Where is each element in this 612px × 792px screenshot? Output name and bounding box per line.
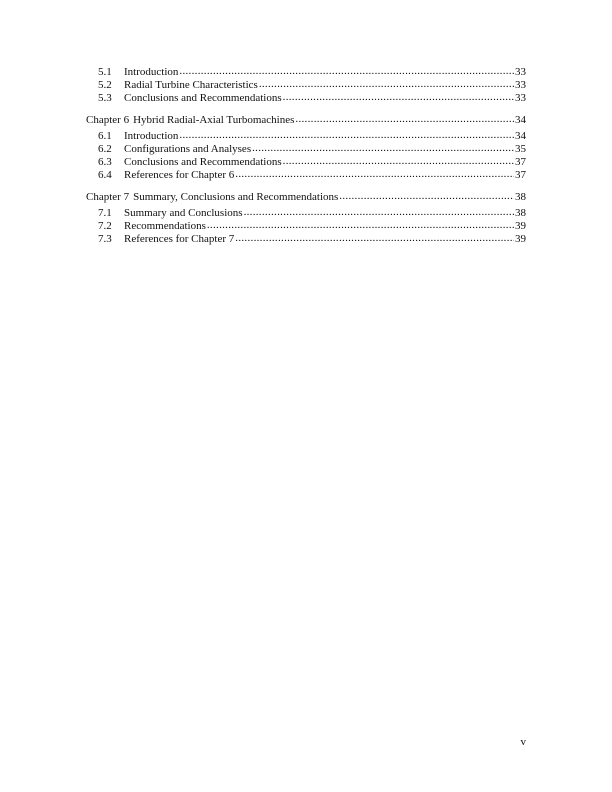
toc-entry-title: References for Chapter 6: [124, 169, 235, 181]
dot-leader: [179, 129, 514, 142]
toc-entry-title: Conclusions and Recommendations: [124, 92, 282, 104]
toc-entry-6-4[interactable]: [86, 169, 526, 182]
toc-entry-page: 35: [515, 143, 526, 155]
toc-entry-number: 6.2: [98, 143, 112, 155]
toc-chapter-6[interactable]: [86, 114, 526, 127]
dot-leader: [179, 65, 514, 78]
chapter-title: Summary, Conclusions and Recommendations: [133, 191, 339, 203]
toc-entry-title: Summary and Conclusions: [124, 207, 243, 219]
dot-leader: [295, 113, 514, 126]
chapter-prefix: Chapter 6: [86, 114, 130, 126]
dot-leader: [339, 190, 514, 203]
table-of-contents: [86, 66, 526, 246]
dot-leader: [252, 142, 514, 155]
dot-leader: [244, 206, 514, 219]
toc-entry-number: 6.1: [98, 130, 112, 142]
toc-entry-title: References for Chapter 7: [124, 233, 235, 245]
toc-entry-5-3[interactable]: [86, 92, 526, 105]
dot-leader: [235, 232, 514, 245]
toc-entry-number: 5.3: [98, 92, 112, 104]
toc-chapter-7[interactable]: [86, 191, 526, 204]
toc-entry-number: 7.2: [98, 220, 112, 232]
chapter-page: 38: [515, 191, 526, 203]
toc-entry-title: Conclusions and Recommendations: [124, 156, 282, 168]
toc-entry-title: Radial Turbine Characteristics: [124, 79, 258, 91]
toc-entry-number: 7.1: [98, 207, 112, 219]
toc-entry-page: 37: [515, 156, 526, 168]
toc-entry-page: 34: [515, 130, 526, 142]
toc-entry-title: Introduction: [124, 130, 179, 142]
dot-leader: [259, 78, 514, 91]
toc-entry-number: 5.1: [98, 66, 112, 78]
toc-entry-page: 33: [515, 92, 526, 104]
dot-leader: [235, 168, 514, 181]
toc-entry-page: 33: [515, 66, 526, 78]
dot-leader: [283, 91, 514, 104]
toc-entry-number: 5.2: [98, 79, 112, 91]
dot-leader: [283, 155, 514, 168]
toc-entry-title: Recommendations: [124, 220, 206, 232]
toc-entry-7-3[interactable]: [86, 233, 526, 246]
toc-entry-number: 6.4: [98, 169, 112, 181]
toc-entry-title: Configurations and Analyses: [124, 143, 252, 155]
chapter-page: 34: [515, 114, 526, 126]
toc-entry-number: 6.3: [98, 156, 112, 168]
toc-entry-page: 39: [515, 233, 526, 245]
page-number: v: [520, 736, 526, 748]
dot-leader: [207, 219, 514, 232]
toc-entry-title: Introduction: [124, 66, 179, 78]
chapter-title: Hybrid Radial-Axial Turbomachines: [133, 114, 295, 126]
toc-entry-page: 37: [515, 169, 526, 181]
toc-entry-page: 39: [515, 220, 526, 232]
toc-entry-page: 38: [515, 207, 526, 219]
toc-entry-number: 7.3: [98, 233, 112, 245]
chapter-prefix: Chapter 7: [86, 191, 130, 203]
toc-entry-page: 33: [515, 79, 526, 91]
